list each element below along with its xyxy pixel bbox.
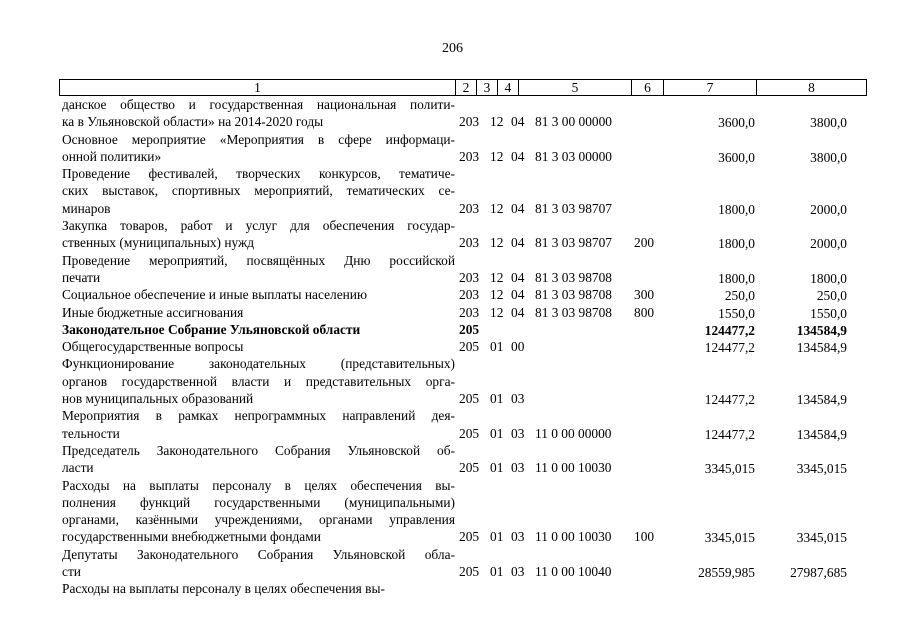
row-cell-c4: 03 xyxy=(511,564,525,580)
row-description-line: сти xyxy=(62,564,81,580)
row-cell-c8: 134584,9 xyxy=(796,340,847,356)
row-cell-c8: 134584,9 xyxy=(796,426,847,442)
row-description-line: Социальное обеспечение и иные выплаты населению xyxy=(62,287,367,303)
table-row xyxy=(0,131,905,166)
row-description-line: Проведение мероприятий, посвящённых Дню российской xyxy=(62,252,455,268)
row-cell-c6: 200 xyxy=(634,235,655,251)
table-row xyxy=(0,477,905,546)
row-description-line: Проведение фестивалей, творческих конкурсов, тематиче- xyxy=(62,166,455,182)
row-cell-c5: 81 3 03 00000 xyxy=(535,148,612,164)
row-cell-c5: 11 0 00 10030 xyxy=(535,529,612,545)
row-cell-c3: 01 xyxy=(490,564,504,580)
row-description-line: Председатель Законодательного Собрания Ульяновской об- xyxy=(62,442,455,458)
row-cell-c4: 04 xyxy=(511,304,525,320)
table-row xyxy=(0,546,905,581)
row-cell-c6: 800 xyxy=(634,304,655,320)
row-cell-c7: 3345,015 xyxy=(704,530,755,546)
row-cell-c3: 01 xyxy=(490,391,504,407)
row-cell-c2: 203 xyxy=(459,304,480,320)
row-cell-c4: 04 xyxy=(511,114,525,130)
row-cell-c2: 205 xyxy=(459,460,480,476)
table-row xyxy=(0,217,905,252)
row-cell-c6: 300 xyxy=(634,287,655,303)
table-row xyxy=(0,252,905,287)
row-cell-c4: 00 xyxy=(511,339,525,355)
row-cell-c8: 3345,015 xyxy=(796,461,847,477)
row-cell-c8: 3345,015 xyxy=(796,530,847,546)
row-description-line: ласти xyxy=(62,460,94,476)
row-cell-c8: 134584,9 xyxy=(796,392,847,408)
row-cell-c2: 203 xyxy=(459,200,480,216)
header-col-5: 5 xyxy=(571,80,579,95)
row-cell-c3: 01 xyxy=(490,425,504,441)
row-cell-c3: 01 xyxy=(490,339,504,355)
row-description-line: тельности xyxy=(62,425,120,441)
row-description-line: Функционирование законодательных (представительных) xyxy=(62,356,455,372)
row-cell-c2: 205 xyxy=(459,391,480,407)
row-description-line: Иные бюджетные ассигнования xyxy=(62,304,244,320)
row-cell-c7: 3345,015 xyxy=(704,461,755,477)
row-cell-c4: 04 xyxy=(511,287,525,303)
row-cell-c5: 81 3 03 98707 xyxy=(535,235,612,251)
row-cell-c3: 12 xyxy=(490,200,504,216)
row-cell-c8: 2000,0 xyxy=(810,201,847,217)
row-description-line: печати xyxy=(62,269,101,285)
row-cell-c4: 04 xyxy=(511,235,525,251)
row-cell-c4: 03 xyxy=(511,529,525,545)
table-row xyxy=(0,96,905,131)
row-cell-c3: 12 xyxy=(490,269,504,285)
row-description-line: Закупка товаров, работ и услуг для обеспечения государ- xyxy=(62,218,455,234)
header-col-7: 7 xyxy=(706,80,714,95)
row-cell-c4: 04 xyxy=(511,200,525,216)
row-description-line: онной политики» xyxy=(62,148,162,164)
row-cell-c4: 04 xyxy=(511,269,525,285)
row-description-line: Общегосударственные вопросы xyxy=(62,339,244,355)
header-col-2: 2 xyxy=(462,80,470,95)
page-number: 206 xyxy=(442,41,463,56)
row-cell-c3: 12 xyxy=(490,235,504,251)
table-body xyxy=(0,96,905,598)
row-cell-c3: 12 xyxy=(490,114,504,130)
row-cell-c4: 03 xyxy=(511,391,525,407)
row-cell-c2: 205 xyxy=(459,339,480,355)
table-row xyxy=(0,286,905,303)
row-cell-c3: 01 xyxy=(490,529,504,545)
row-cell-c7: 250,0 xyxy=(724,288,755,304)
row-cell-c2: 203 xyxy=(459,269,480,285)
row-cell-c7: 124477,2 xyxy=(704,392,755,408)
row-cell-c7: 1800,0 xyxy=(718,201,755,217)
table-row xyxy=(0,338,905,355)
row-description-line: органами, казёнными учреждениями, органами управления xyxy=(62,512,455,528)
row-cell-c8: 1550,0 xyxy=(810,305,847,321)
row-cell-c3: 12 xyxy=(490,287,504,303)
row-cell-c2: 205 xyxy=(459,564,480,580)
row-cell-c7: 3600,0 xyxy=(718,115,755,131)
row-cell-c8: 134584,9 xyxy=(796,322,847,338)
row-cell-c8: 27987,685 xyxy=(790,565,847,581)
row-cell-c7: 124477,2 xyxy=(704,322,755,338)
header-col-4: 4 xyxy=(504,80,512,95)
row-cell-c5: 11 0 00 10030 xyxy=(535,460,612,476)
row-description-line: минаров xyxy=(62,200,111,216)
row-cell-c7: 124477,2 xyxy=(704,426,755,442)
row-cell-c8: 3800,0 xyxy=(810,149,847,165)
row-cell-c8: 2000,0 xyxy=(810,236,847,252)
row-description-line: ских выставок, спортивных мероприятий, тематических се- xyxy=(62,183,455,199)
row-description-line: Депутаты Законодательного Собрания Ульяновской обла- xyxy=(62,546,455,562)
row-cell-c6: 100 xyxy=(634,529,655,545)
row-cell-c2: 205 xyxy=(459,529,480,545)
row-description-line: Законодательное Собрание Ульяновской области xyxy=(62,321,361,337)
row-cell-c8: 3800,0 xyxy=(810,115,847,131)
row-cell-c5: 11 0 00 10040 xyxy=(535,564,612,580)
header-col-3: 3 xyxy=(483,80,491,95)
row-description-line: данское общество и государственная национальная полити- xyxy=(62,97,455,112)
row-cell-c8: 250,0 xyxy=(816,288,847,304)
row-cell-c3: 01 xyxy=(490,460,504,476)
row-cell-c7: 124477,2 xyxy=(704,340,755,356)
table-row xyxy=(0,442,905,477)
row-cell-c5: 81 3 00 00000 xyxy=(535,114,612,130)
row-cell-c7: 3600,0 xyxy=(718,149,755,165)
header-col-1: 1 xyxy=(254,80,261,95)
row-cell-c5: 81 3 03 98707 xyxy=(535,200,612,216)
row-description-line: государственными внебюджетными фондами xyxy=(62,529,321,545)
table-row xyxy=(0,580,905,597)
header-col-6: 6 xyxy=(644,80,651,95)
row-cell-c3: 12 xyxy=(490,304,504,320)
row-cell-c5: 81 3 03 98708 xyxy=(535,269,612,285)
row-cell-c7: 1800,0 xyxy=(718,236,755,252)
table-row xyxy=(0,304,905,321)
row-cell-c7: 28559,985 xyxy=(698,565,755,581)
header-col-8: 8 xyxy=(808,80,815,95)
row-cell-c4: 04 xyxy=(511,148,525,164)
row-cell-c5: 11 0 00 00000 xyxy=(535,425,612,441)
table-header xyxy=(59,79,867,96)
row-cell-c2: 203 xyxy=(459,235,480,251)
row-description-line: Основное мероприятие «Мероприятия в сфере информаци- xyxy=(62,131,455,147)
table-row xyxy=(0,355,905,407)
row-cell-c7: 1550,0 xyxy=(718,305,755,321)
row-cell-c4: 03 xyxy=(511,425,525,441)
row-cell-c8: 1800,0 xyxy=(810,270,847,286)
row-cell-c2: 203 xyxy=(459,148,480,164)
row-cell-c5: 81 3 03 98708 xyxy=(535,304,612,320)
table-row xyxy=(0,407,905,442)
table-row xyxy=(0,165,905,217)
row-cell-c2: 205 xyxy=(459,425,480,441)
row-cell-c2: 203 xyxy=(459,114,480,130)
table-row xyxy=(0,321,905,338)
row-description-line: Расходы на выплаты персоналу в целях обеспечения вы- xyxy=(62,581,385,597)
row-cell-c2: 205 xyxy=(459,321,480,337)
row-description-line: Расходы на выплаты персоналу в целях обеспечения вы- xyxy=(62,477,455,493)
row-cell-c3: 12 xyxy=(490,148,504,164)
row-description-line: Мероприятия в рамках непрограммных направлений дея- xyxy=(62,408,455,424)
row-description-line: полнения функций государственными (муниципальными) xyxy=(62,494,455,510)
row-description-line: ка в Ульяновской области» на 2014-2020 годы xyxy=(62,114,324,130)
row-description-line: нов муниципальных образований xyxy=(62,391,254,407)
row-cell-c7: 1800,0 xyxy=(718,270,755,286)
row-description-line: органов государственной власти и представительных орга- xyxy=(62,373,455,389)
row-cell-c5: 81 3 03 98708 xyxy=(535,287,612,303)
row-cell-c4: 03 xyxy=(511,460,525,476)
row-description-line: ственных (муниципальных) нужд xyxy=(62,235,255,251)
row-cell-c2: 203 xyxy=(459,287,480,303)
